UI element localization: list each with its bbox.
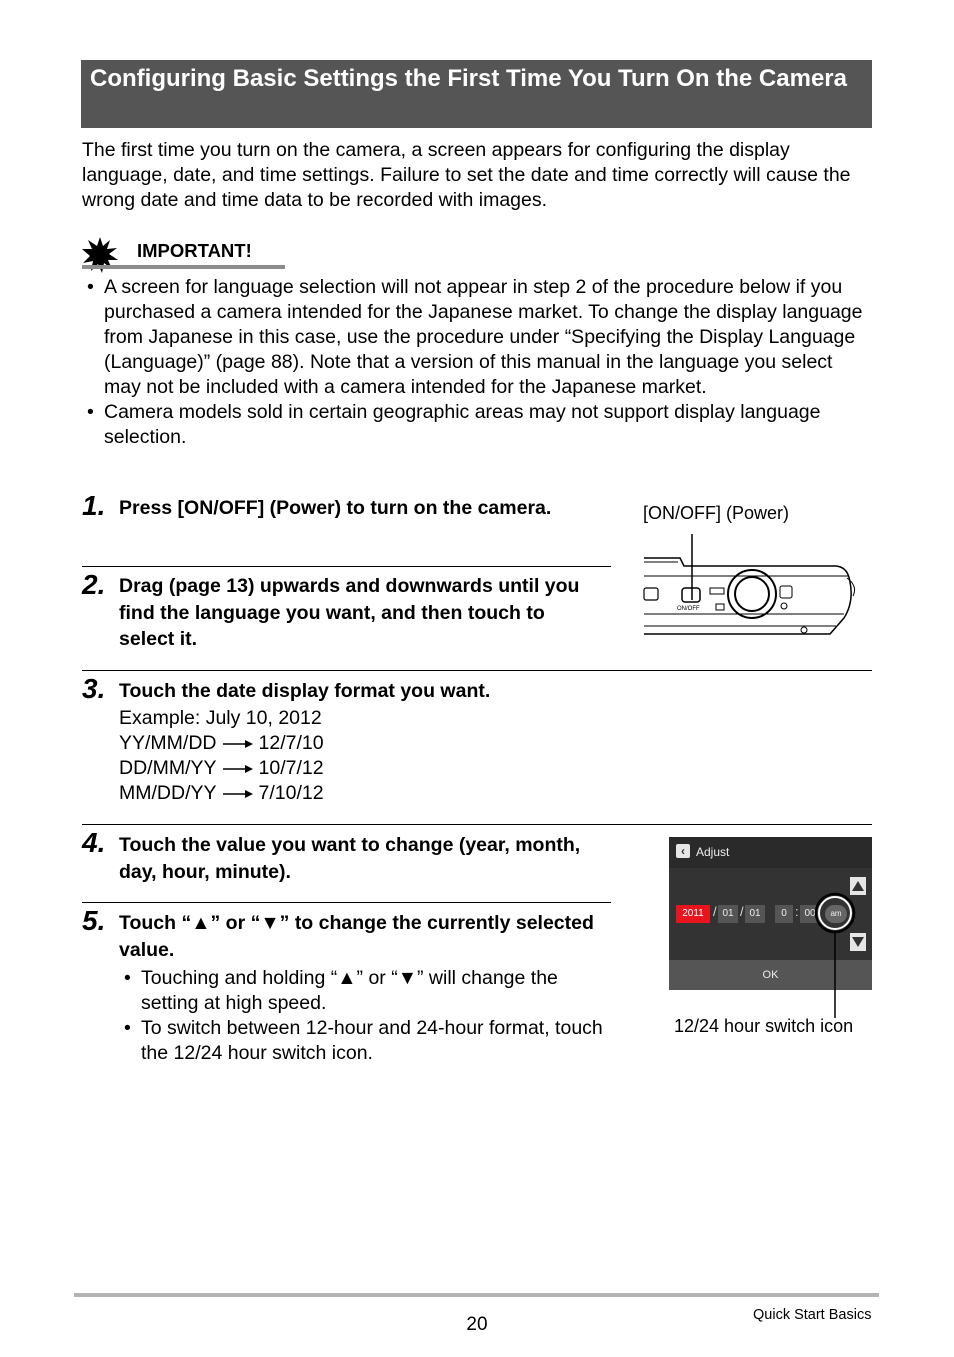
day-field[interactable]: 01 (745, 905, 765, 923)
arrow-right-icon (223, 789, 253, 799)
step-divider (82, 824, 872, 825)
date-format-row: DD/MM/YY 10/7/12 (119, 757, 324, 779)
minute-field[interactable]: 00 (800, 905, 820, 923)
ampm-switch-button[interactable]: am (825, 905, 847, 923)
list-item: • Touching and holding “▲” or “▼” will change the setting at high speed. (119, 966, 609, 1016)
step-number: 5. (82, 905, 106, 936)
list-item: • A screen for language selection will not appear in step 2 of the procedure below if you purchased a camera intended for the Japanese market. To change the display language from Japanese in this case, use the procedure under “Specifying the Display Language (Language)” (page 88). Note that a version of this manual in the language you select may not be included with a camera intended for the Japanese market. (82, 275, 872, 400)
time-separator: : (795, 904, 799, 919)
step-number: 2. (82, 569, 106, 600)
list-item: • To switch between 12-hour and 24-hour format, touch the 12/24 hour switch icon. (119, 1016, 609, 1066)
switch-icon-caption: 12/24 hour switch icon (674, 1016, 854, 1036)
intro-paragraph: The first time you turn on the camera, a screen appears for configuring the display language, date, and time settings. Failure to set the date and time correctly will cause the wrong date and time data to be recorded with images. (82, 139, 851, 211)
section-title: Configuring Basic Settings the First Time You Turn On the Camera (90, 65, 847, 92)
adjust-title: Adjust (696, 845, 730, 859)
step-text: Touch the value you want to change (year, month, day, hour, minute). (119, 834, 581, 883)
hour-field[interactable]: 0 (775, 905, 793, 923)
step-divider (82, 566, 611, 567)
step5-notes (119, 966, 609, 1066)
camera-top-illustration (640, 530, 872, 642)
important-list (82, 275, 872, 450)
step-text: Touch “▲” or “▼” to change the currently selected value. (119, 912, 594, 961)
date-format-row: MM/DD/YY 7/10/12 (119, 782, 324, 804)
footer-rule (74, 1293, 879, 1297)
important-underline (82, 265, 285, 269)
footer-section-name: Quick Start Basics (753, 1307, 872, 1323)
switch-icon-callout (814, 890, 858, 1020)
power-button-caption: [ON/OFF] (Power) (643, 503, 790, 523)
date-separator: / (740, 904, 744, 919)
date-example-block (119, 706, 324, 806)
step-number: 1. (82, 490, 106, 521)
step-text: Press [ON/OFF] (Power) to turn on the camera. (119, 497, 552, 519)
step-divider (82, 670, 872, 671)
step-divider (82, 902, 611, 903)
arrow-right-icon (223, 739, 253, 749)
step-text: Touch the date display format you want. (119, 680, 491, 702)
ok-label: OK (762, 969, 779, 981)
back-icon[interactable]: ‹ (676, 844, 690, 858)
date-example-heading: Example: July 10, 2012 (119, 707, 322, 729)
important-label: IMPORTANT! (137, 240, 252, 261)
page-number: 20 (466, 1314, 488, 1335)
month-field[interactable]: 01 (718, 905, 738, 923)
on-off-label: ON/OFF (677, 606, 700, 612)
step-number: 4. (82, 827, 106, 858)
year-field[interactable]: 2011 (676, 905, 710, 923)
date-separator: / (713, 904, 717, 919)
list-item: • Camera models sold in certain geographic areas may not support display language selection. (82, 400, 872, 450)
date-format-row: YY/MM/DD 12/7/10 (119, 732, 324, 754)
step-text: Drag (page 13) upwards and downwards until you find the language you want, and then touch to select it. (119, 575, 580, 650)
step-number: 3. (82, 673, 106, 704)
arrow-right-icon (223, 764, 253, 774)
section-title-bar (81, 60, 872, 128)
